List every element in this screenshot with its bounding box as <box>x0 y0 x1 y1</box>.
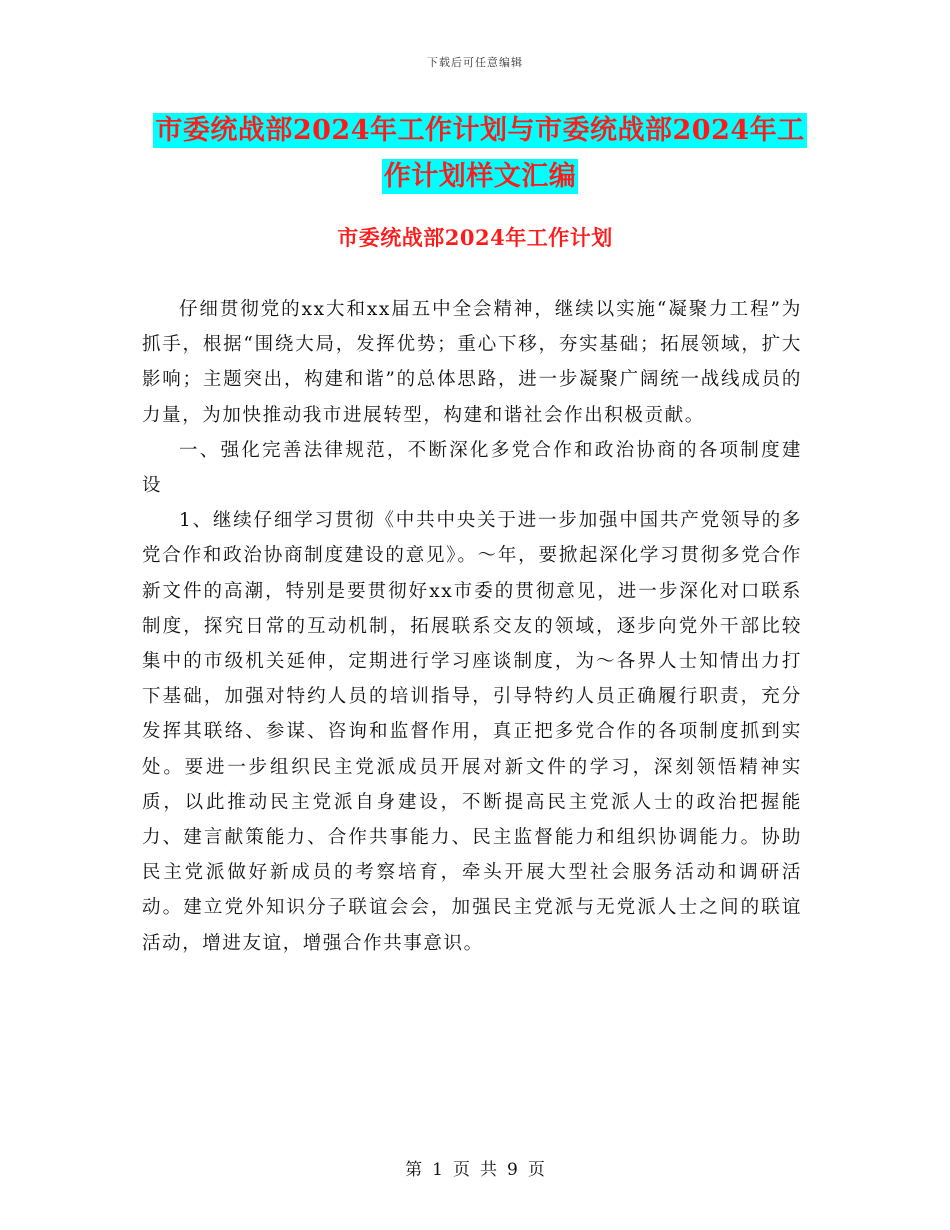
title-line-1: 市委统战部2024年工作计划与市委统战部2024年工 <box>155 115 805 146</box>
header-note: 下载后可任意编辑 <box>427 56 523 69</box>
page-footer <box>0 1155 950 1180</box>
footer-total-pages: 9 <box>507 1160 518 1180</box>
paragraph: 一、强化完善法律规范，不断深化多党合作和政治协商的各项制度建设 <box>142 439 802 497</box>
footer-page-number: 1 <box>432 1160 443 1180</box>
section-title: 市委统战部2024年工作计划 <box>337 225 613 250</box>
footer-total-word: 页 <box>527 1160 545 1180</box>
footer-prefix: 第 <box>405 1160 423 1180</box>
footer-page-word: 页 <box>453 1160 470 1180</box>
footer-total-prefix: 共 <box>480 1160 497 1180</box>
paragraph: 1、继续仔细学习贯彻《中共中央关于进一步加强中国共产党领导的多党合作和政治协商制度建设的意见》。～年，要掀起深化学习贯彻多党合作新文件的高潮，特别是要贯彻好xx市委的贯彻意见，进一步深化对口联系制度，探究日常的互动机制，拓展联系交友的领域，逐步向党外干部比较集中的市级机关延伸，定期进行学习座谈制度，为～各界人士知情出力打下基础，加强对特约人员的培训指导，引导特约人员正确履行职责，充分发挥其联络、参谋、咨询和监督作用，真正把多党合作的各项制度抓到实处。要进一步组织民主党派成员开展对新文件的学习，深刻领悟精神实质，以此推动民主党派自身建设，不断提高民主党派人士的政治把握能力、建言献策能力、合作共事能力、民主监督能力和组织协调能力。协助民主党派做好新成员的考察培育，牵头开展大型社会服务活动和调研活动。建立党外知识分子联谊会会，加强民主党派与无党派人士之间的联谊活动，增进友谊，增强合作共事意识。 <box>142 510 802 954</box>
paragraph: 仔细贯彻党的xx大和xx届五中全会精神，继续以实施“凝聚力工程”为抓手，根据“围绕大局，发挥优势；重心下移，夯实基础；拓展领域，扩大影响；主题突出，构建和谐”的总体思路，进一步凝聚广阔统一战线成员的力量，为加快推动我市进展转型，构建和谐社会作出积极贡献。 <box>142 299 802 426</box>
title-line-2: 作计划样文汇编 <box>383 161 577 192</box>
document-title <box>150 108 810 200</box>
body-text <box>142 292 802 961</box>
